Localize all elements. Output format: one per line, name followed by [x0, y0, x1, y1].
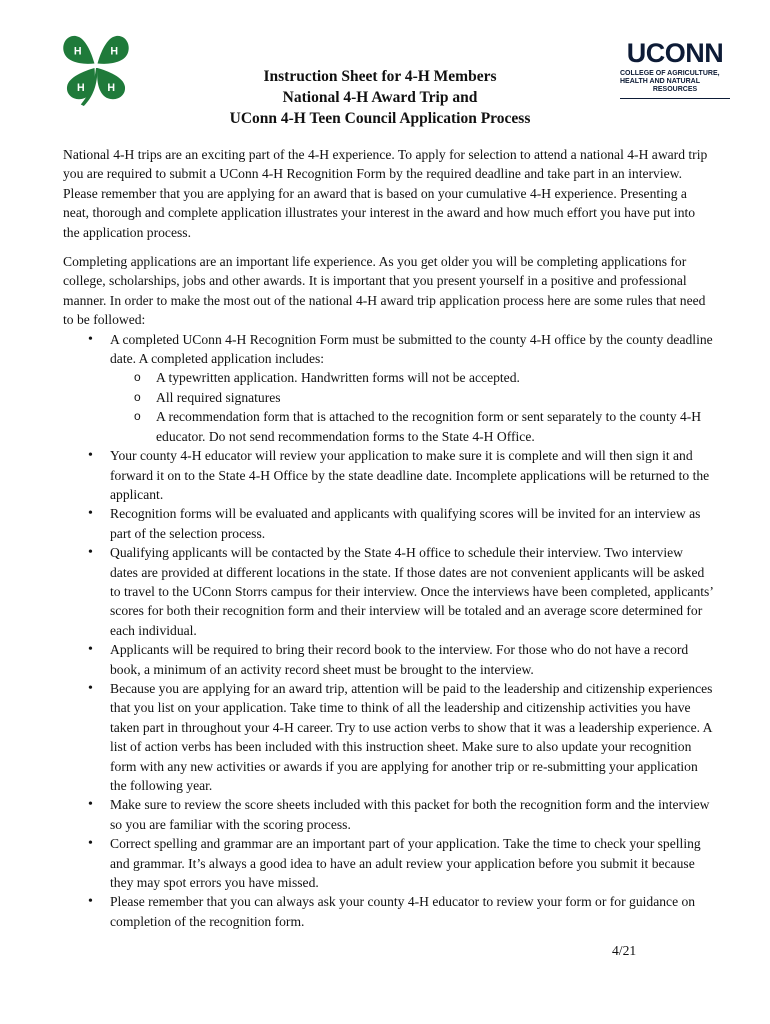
svg-text:H: H	[107, 81, 116, 94]
title-line-1: Instruction Sheet for 4-H Members	[263, 68, 497, 85]
rules-intro-paragraph: Completing applications are an important life experience. As you get older you will be completing applications for college, scholarships, jobs and other awards. It is important that you present yourself in a positive and professional manner. In order to make the most out of the national 4-H award trip application process here are some rules that need to be followed:	[63, 254, 706, 328]
document-body	[63, 145, 713, 931]
uconn-underline	[620, 98, 730, 99]
document-title	[140, 66, 620, 129]
rule-item: • Because you are applying for an award trip, attention will be paid to the leadership and citizenship experiences that you list on your application. Take time to think of all the leadership and citizenship activities you have taken part in throughout your 4-H career. Try to use action verbs to show that it was a leadership experience. A list of action verbs has been included with this instruction sheet. Make sure to also update your recognition form with any new activities or awards if you are applying for another trip or re-submitting your application the following year.	[63, 679, 713, 795]
footer-date: 4/21	[612, 943, 637, 958]
rule-item: • A completed UConn 4-H Recognition Form must be submitted to the county 4-H office by the county deadline date. A completed application includes: o A typewritten application. Handwritten forms will not be accepted. o All required signatures o A recommendation form that is attached to the recognition form or sent separately to the county 4-H educator. Do not send recommendation forms to the State 4-H Office.	[63, 330, 713, 446]
title-line-2: National 4-H Award Trip and	[282, 89, 478, 106]
sub-rule-item: o All required signatures	[110, 388, 713, 407]
rule-item: • Make sure to review the score sheets included with this packet for both the recognition form and the interview so you are familiar with the scoring process.	[63, 795, 713, 834]
4h-clover-logo	[58, 30, 134, 106]
rule-item: • Qualifying applicants will be contacted by the State 4-H office to schedule their interview. Two interview dates are provided at different locations in the state. If those dates are not convenient applicants will be asked to travel to the UConn Storrs campus for their interview. Once the interviews have been completed, applicants’ scores for both their recognition form and their interview will be totaled and an average score determined for each individual.	[63, 543, 713, 640]
application-requirements-list	[110, 368, 713, 446]
rule-item: • Recognition forms will be evaluated and applicants with qualifying scores will be invited for an interview as part of the selection process.	[63, 504, 713, 543]
rule-item: • Correct spelling and grammar are an important part of your application. Take the time to check your spelling and grammar. It’s always a good idea to have an adult review your application before you submit it because they may spot errors you have missed.	[63, 834, 713, 892]
svg-text:H: H	[73, 45, 82, 58]
rule-item: • Your county 4-H educator will review your application to make sure it is complete and will then sign it and forward it on to the State 4-H Office by the state deadline date. Incomplete applications will be returned to the applicant.	[63, 446, 713, 504]
title-line-3: UConn 4-H Teen Council Application Process	[229, 110, 531, 127]
rule-item: • Please remember that you can always ask your county 4-H educator to review your form or for guidance on completion of the recognition form.	[63, 892, 713, 931]
uconn-logo	[620, 40, 730, 99]
intro-paragraph: National 4-H trips are an exciting part of the 4-H experience. To apply for selection to attend a national 4-H award trip you are required to submit a UConn 4-H Recognition Form by the required deadline and take part in an interview. Please remember that you are applying for an award that is based on your cumulative 4-H experience. Presenting a neat, thorough and complete application illustrates your interest in the award and how much effort you have put into the application process.	[63, 147, 708, 240]
uconn-college-name: COLLEGE OF AGRICULTURE, HEALTH AND NATURAL RESOURCES	[620, 70, 720, 93]
svg-text:H: H	[110, 45, 119, 58]
rules-list	[63, 330, 713, 932]
sub-rule-item: o A typewritten application. Handwritten forms will not be accepted.	[110, 368, 713, 387]
rule-item: • Applicants will be required to bring their record book to the interview. For those who do not have a record book, a minimum of an activity record sheet must be brought to the interview.	[63, 640, 713, 679]
uconn-wordmark: UCONN	[626, 38, 724, 68]
sub-rule-item: o A recommendation form that is attached to the recognition form or sent separately to the county 4-H educator. Do not send recommendation forms to the State 4-H Office.	[110, 407, 713, 446]
svg-text:H: H	[76, 81, 85, 94]
